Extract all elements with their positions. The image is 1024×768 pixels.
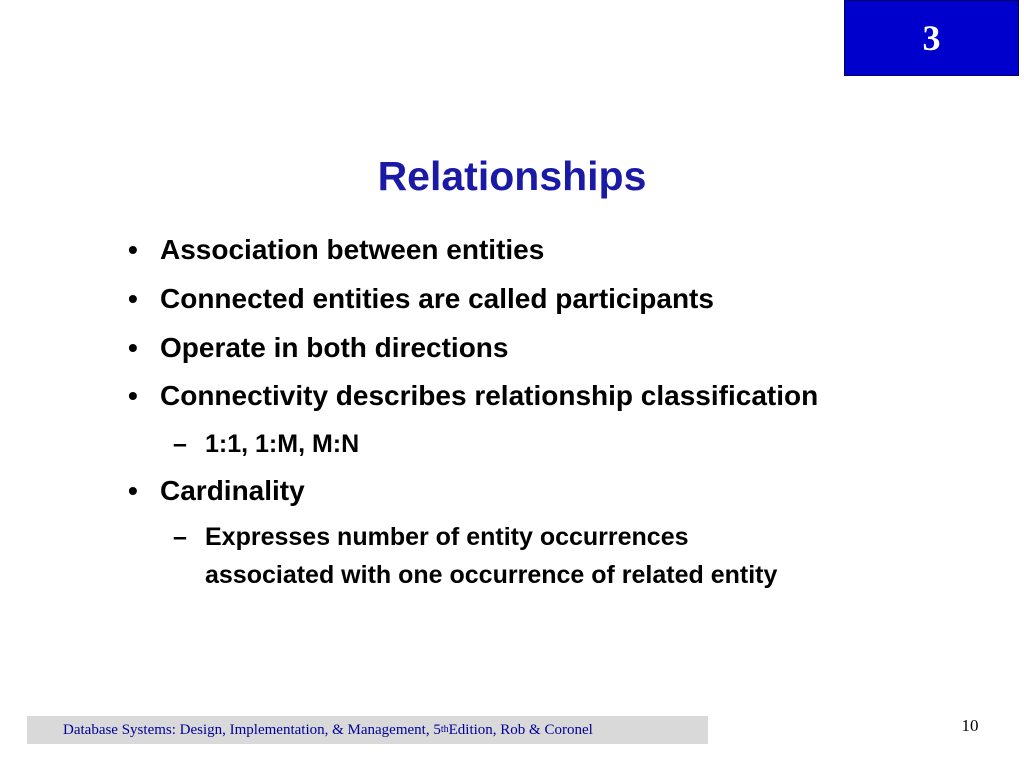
- bullet-item: [128, 379, 818, 413]
- bullet-icon: •: [128, 283, 138, 314]
- footer-text-main: Database Systems: Design, Implementation, & Management, 5: [63, 721, 441, 738]
- slide-title: Relationships: [377, 153, 647, 199]
- chapter-number-badge: [844, 0, 1019, 76]
- footer-citation: Database Systems: Design, Implementation, & Management, 5 th Edition, Rob & Coronel: [27, 716, 708, 744]
- bullet-item: [128, 282, 714, 316]
- dash-icon: –: [173, 430, 187, 458]
- bullet-text: Connected entities are called participants: [160, 283, 714, 314]
- bullet-text: Connectivity describes relationship classification: [160, 380, 819, 411]
- bullet-text: Operate in both directions: [160, 332, 509, 363]
- bullet-icon: •: [128, 475, 138, 506]
- chapter-number: 3: [922, 18, 941, 58]
- bullet-text: Cardinality: [160, 475, 305, 506]
- sub-bullet-continuation: associated with one occurrence of related entity: [205, 561, 778, 589]
- page-number: 10: [961, 716, 979, 735]
- bullet-icon: •: [128, 234, 138, 265]
- bullet-item: [128, 331, 508, 365]
- bullet-item: [128, 474, 305, 508]
- bullet-item: [128, 233, 544, 267]
- dash-icon: –: [173, 523, 187, 551]
- bullet-icon: •: [128, 380, 138, 411]
- bullet-icon: •: [128, 332, 138, 363]
- sub-bullet-item: [173, 520, 689, 555]
- sub-bullet-text: Expresses number of entity occurrences: [205, 523, 689, 551]
- sub-bullet-text: 1:1, 1:M, M:N: [205, 430, 360, 458]
- bullet-text: Association between entities: [160, 234, 545, 265]
- sub-bullet-item: [173, 427, 359, 462]
- footer-text-tail: Edition, Rob & Coronel: [448, 721, 593, 738]
